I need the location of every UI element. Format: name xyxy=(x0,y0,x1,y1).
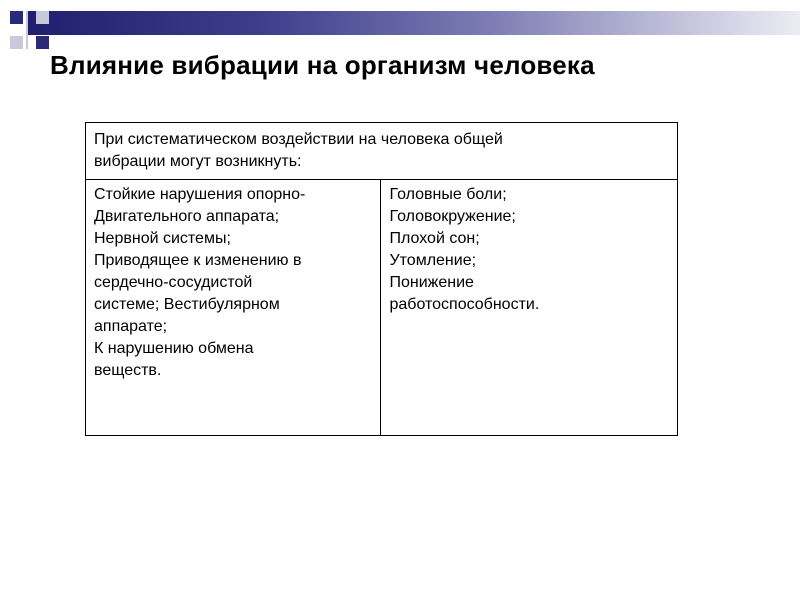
left-line: сердечно-сосудистой xyxy=(94,274,253,291)
top-decorative-band xyxy=(28,11,800,35)
header-line: При систематическом воздействии на человека общей xyxy=(94,131,503,148)
decorative-vertical-line xyxy=(26,11,28,49)
right-cell xyxy=(381,180,678,436)
decorative-square xyxy=(10,11,23,24)
decorative-square xyxy=(36,36,49,49)
right-line: Понижение xyxy=(389,274,474,291)
table-header-row xyxy=(86,123,678,180)
left-line: аппарате; xyxy=(94,318,168,335)
slide-title: Влияние вибрации на организм человека xyxy=(50,50,595,80)
left-line: Приводящее к изменению в xyxy=(94,252,302,269)
left-line: К нарушению обмена xyxy=(94,340,254,357)
left-line: Двигательного аппарата; xyxy=(94,208,280,225)
right-line: Плохой сон; xyxy=(389,230,480,247)
left-line: веществ. xyxy=(94,362,162,379)
left-line: Нервной системы; xyxy=(94,230,231,247)
table-header-cell xyxy=(86,123,678,180)
left-cell xyxy=(86,180,381,436)
right-line: Головные боли; xyxy=(389,186,507,203)
decorative-square xyxy=(10,36,23,49)
left-line: Стойкие нарушения опорно- xyxy=(94,186,306,203)
decorative-square xyxy=(36,11,49,24)
table-body-row xyxy=(86,180,678,436)
left-line: системе; Вестибулярном xyxy=(94,296,280,313)
right-line: работоспособности. xyxy=(389,296,540,313)
content-table xyxy=(85,122,678,436)
right-line: Головокружение; xyxy=(389,208,516,225)
header-line: вибрации могут возникнуть: xyxy=(94,153,302,170)
right-line: Утомление; xyxy=(389,252,477,269)
